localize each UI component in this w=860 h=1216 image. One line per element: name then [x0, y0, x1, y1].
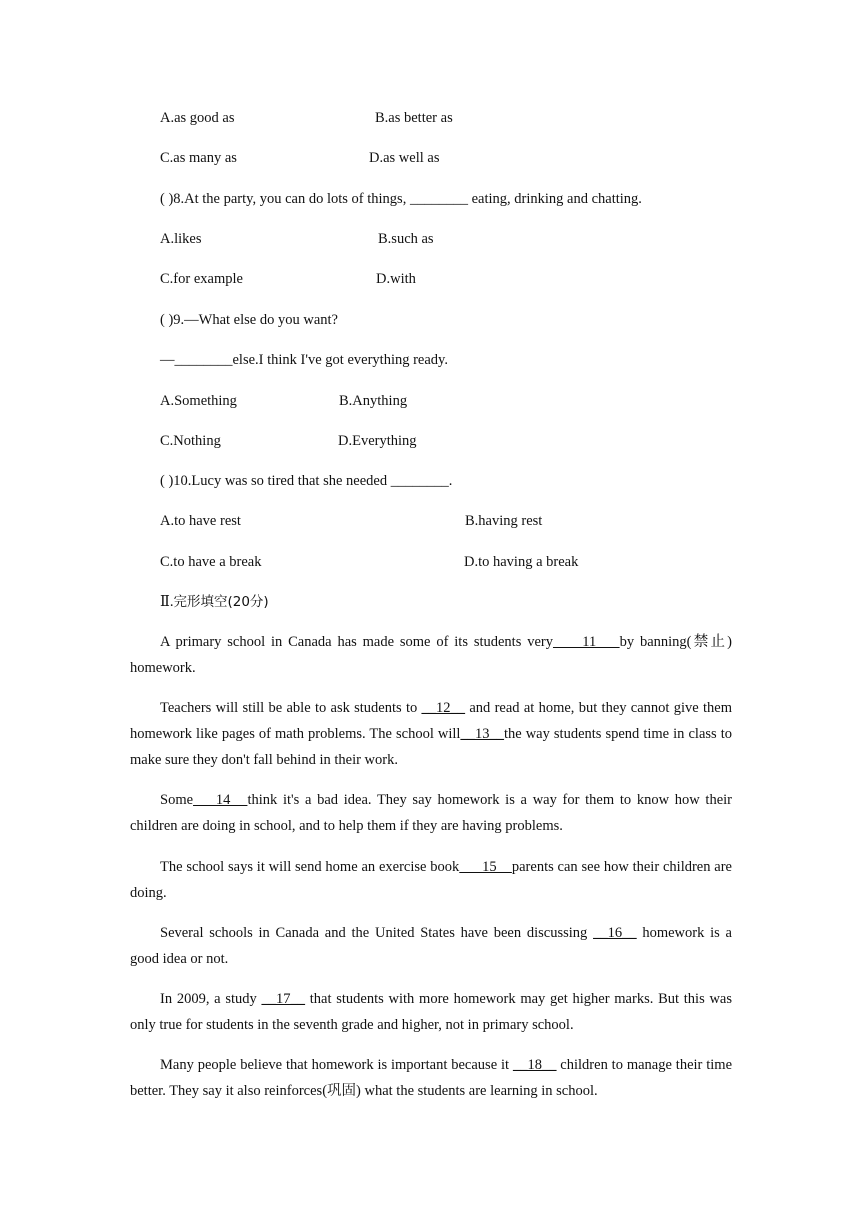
passage-paragraph-6: In 2009, a study __17__ that students with more homework may get higher marks. But this was only true for students in the seventh grade and higher, not in primary school. — [130, 991, 733, 1033]
passage-paragraph-1: A primary school in Canada has made some of its students very 11 by banning(禁止) homework. — [130, 634, 733, 676]
q9-reply: —________else.I think I've got everything ready. — [160, 352, 448, 368]
blank-13: __13__ — [460, 726, 504, 742]
q8-option-d: D.with — [376, 271, 416, 287]
section-roman: Ⅱ. — [160, 594, 174, 610]
blank-12: __12__ — [421, 700, 466, 716]
section-heading — [160, 592, 269, 612]
q9-option-b: B.Anything — [339, 393, 408, 409]
blank-11: 11 — [552, 634, 620, 650]
q10-stem: ( )10.Lucy was so tired that she needed ________. — [160, 473, 453, 489]
q9-option-a: A.Something — [160, 393, 237, 409]
passage-paragraph-7: Many people believe that homework is important because it __18__ children to manage their time better. They say it also reinforces(巩固) what the students are learning in school. — [130, 1057, 733, 1099]
q10-option-b: B.having rest — [465, 513, 543, 529]
q10-option-c: C.to have a break — [160, 554, 262, 570]
q7-option-a: A.as good as — [160, 110, 235, 126]
q7-option-d: D.as well as — [369, 150, 440, 166]
passage-paragraph-5: Several schools in Canada and the United States have been discussing __16__ homework is a good idea or not. — [130, 925, 732, 967]
q10-option-a: A.to have rest — [160, 513, 241, 529]
section-title: 完形填空(20分) — [173, 594, 269, 610]
q7-option-b: B.as better as — [375, 110, 453, 126]
q8-option-a: A.likes — [160, 231, 202, 247]
blank-17: __17__ — [261, 991, 306, 1007]
q8-option-b: B.such as — [378, 231, 434, 247]
q10-option-d: D.to having a break — [464, 554, 579, 570]
q7-option-c: C.as many as — [160, 150, 237, 166]
blank-15: 15 — [459, 859, 512, 875]
q9-option-d: D.Everything — [338, 433, 417, 449]
q9-stem: ( )9.—What else do you want? — [160, 312, 338, 328]
q8-stem: ( )8.At the party, you can do lots of things, ________ eating, drinking and chatting. — [160, 191, 642, 207]
blank-14: 14 — [193, 792, 248, 808]
q8-option-c: C.for example — [160, 271, 243, 287]
passage-paragraph-3: Some 14 think it's a bad idea. They say homework is a way for them to know how their children are doing in school, and to help them if they are having problems. — [130, 792, 732, 834]
passage-paragraph-4: The school says it will send home an exercise book 15 parents can see how their children are doing. — [130, 859, 732, 901]
blank-16: __16__ — [593, 925, 637, 941]
q9-option-c: C.Nothing — [160, 433, 221, 449]
passage-paragraph-2: Teachers will still be able to ask students to __12__ and read at home, but they cannot give them homework like pages of math problems. The school will__13__the way students spend time in class to make sure they don't fall behind in their work. — [130, 700, 733, 768]
blank-18: __18__ — [512, 1057, 557, 1073]
